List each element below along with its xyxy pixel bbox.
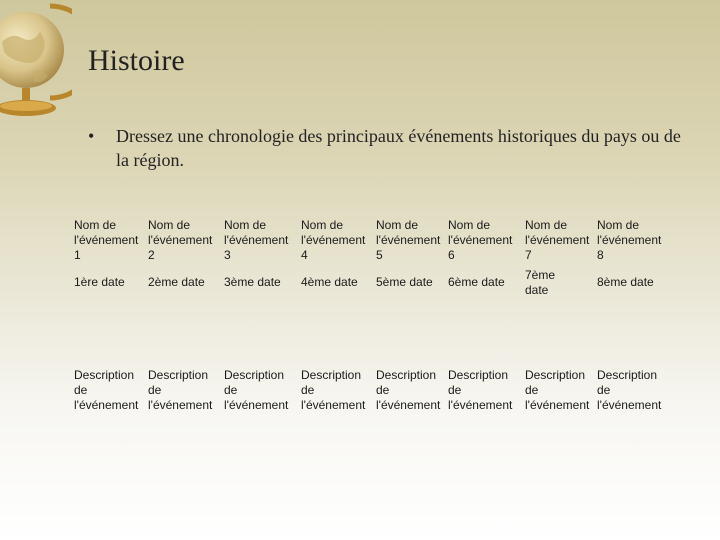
bullet-item [88, 124, 688, 172]
event-date: 2ème date [148, 275, 205, 289]
event-description: Description de l'événement [301, 368, 366, 412]
event-date: 7ème date [525, 268, 556, 297]
bullet-icon: • [88, 126, 95, 146]
event-description: Description de l'événement [525, 368, 590, 412]
event-description: Description de l'événement [448, 368, 513, 412]
event-name: Nom de l'événement 5 [376, 218, 441, 262]
event-name: Nom de l'événement 8 [597, 218, 662, 262]
event-date: 8ème date [597, 275, 654, 289]
event-date: 6ème date [448, 275, 505, 289]
event-name: Nom de l'événement 3 [224, 218, 289, 262]
event-description: Description de l'événement [224, 368, 289, 412]
event-date: 3ème date [224, 275, 281, 289]
event-name: Nom de l'événement 6 [448, 218, 513, 262]
bullet-text: Dressez une chronologie des principaux événements historiques du pays ou de la région. [116, 126, 681, 170]
event-name: Nom de l'événement 2 [148, 218, 213, 262]
slide-title: Histoire [88, 44, 185, 77]
event-description: Description de l'événement [74, 368, 139, 412]
event-name: Nom de l'événement 1 [74, 218, 139, 262]
globe-icon [0, 2, 72, 120]
event-name: Nom de l'événement 4 [301, 218, 366, 262]
event-name: Nom de l'événement 7 [525, 218, 590, 262]
event-date: 4ème date [301, 275, 358, 289]
event-description: Description de l'événement [597, 368, 662, 412]
event-date: 5ème date [376, 275, 433, 289]
event-description: Description de l'événement [376, 368, 441, 412]
event-description: Description de l'événement [148, 368, 213, 412]
event-date: 1ère date [74, 275, 125, 289]
